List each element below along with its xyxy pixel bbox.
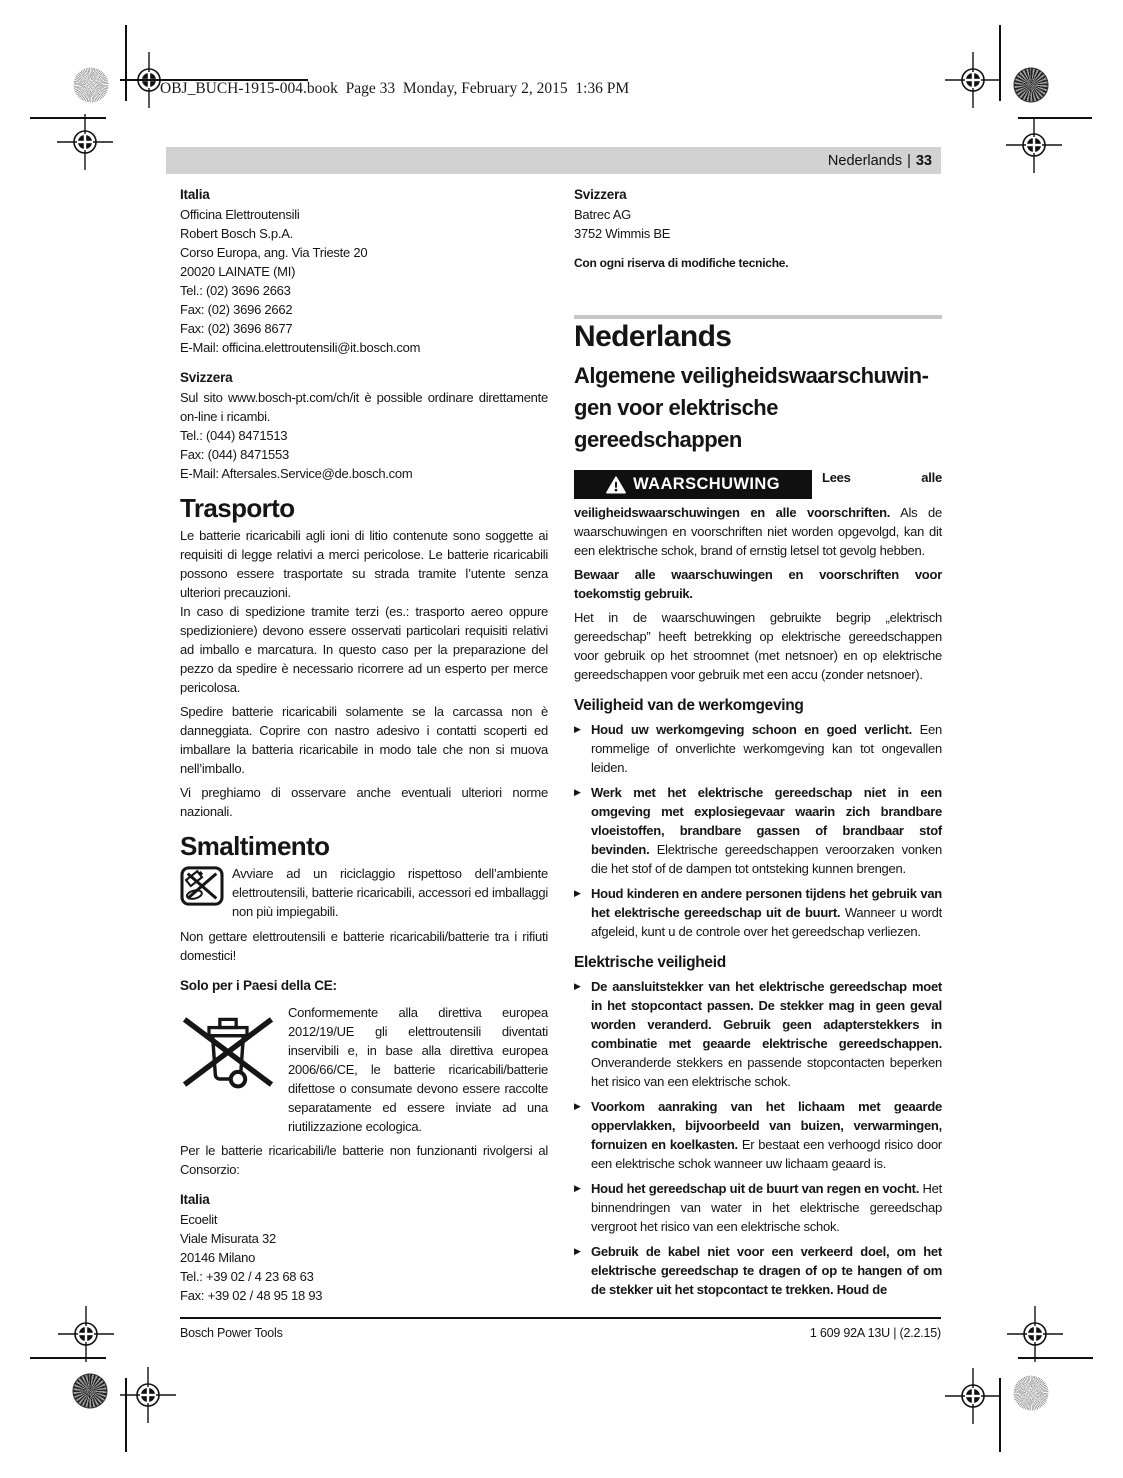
bullet-bold-text: Werk met het elektrische gereedschap niet in een omgeving met explosiegevaar waarin zich brandbare vloeistoffen, brandbare gassen of brandbaar stof bevinden.: [591, 785, 942, 857]
section-divider: [574, 315, 942, 319]
header-section-label: Nederlands: [827, 152, 903, 169]
address-line: Ecoelit: [180, 1212, 218, 1227]
svizzera-heading: Svizzera: [180, 370, 233, 385]
warning-label: WAARSCHUWING: [633, 475, 780, 493]
address-line: Batrec AG: [574, 207, 631, 222]
crop-mark-line: [125, 1378, 127, 1452]
registration-mark-icon: [945, 1368, 1001, 1424]
weee-text: Conformemente alla direttiva europea 2012/19/UE gli elettroutensili diventati inservibili e, in base alla direttiva europea 2006/66/CE, le batterie ricaricabili/batterie difettose o consumate devono essere raccolte separatamente ed essere inviate ad una riutilizzazione ecologica.: [288, 1005, 548, 1134]
svizzera-paragraph: Sul sito www.bosch-pt.com/ch/it è possible ordinare direttamente on-line i ricambi.: [180, 390, 548, 424]
color-patch-icon: [1014, 1376, 1049, 1411]
trasporto-paragraph: Spedire batterie ricaricabili solamente se la carcassa non è danneggiata. Coprire con nastro adesivo i contatti scoperti ed imballare la batteria ricaricabile in modo tale che non si muova nell’imballo.: [180, 704, 548, 776]
safety-bullet: [574, 720, 942, 777]
registration-mark-icon: [57, 114, 113, 170]
bullet-bold-text: Houd het gereedschap uit de buurt van regen en vocht.: [591, 1181, 920, 1196]
warning-banner: [574, 470, 812, 499]
smaltimento-heading: Smaltimento: [180, 831, 330, 861]
safety-bullet: [574, 1179, 942, 1236]
footer-rule: [180, 1317, 941, 1319]
svizzera-address: [180, 426, 548, 483]
technical-changes-notice: Con ogni riserva di modifiche tecniche.: [574, 256, 789, 270]
header-separator: |: [907, 152, 911, 169]
registration-mark-icon: [120, 1367, 176, 1423]
registration-mark-icon: [58, 1306, 114, 1362]
address-line: Fax: (02) 3696 2662: [180, 302, 293, 317]
address-line: Fax: (044) 8471553: [180, 447, 289, 462]
svizzera-heading-right: Svizzera: [574, 187, 627, 202]
page-number: 33: [915, 152, 932, 169]
trasporto-paragraph: Vi preghiamo di osservare anche eventuali ulteriori norme nazionali.: [180, 785, 548, 819]
trasporto-paragraph: In caso di spedizione tramite terzi (es.: trasporto aereo oppure spedizioniere) devono essere osservati particolari requisiti relativi ad imballo e marcatura. In questo caso per la preparazione del pezzo da spedire è necessario ricorrere ad un esperto per merce pericolosa.: [180, 604, 548, 695]
footer-document-code: 1 609 92A 13U | (2.2.15): [809, 1326, 941, 1340]
safety-title-line2: gen voor elektrische gereedschappen: [574, 395, 778, 452]
color-patch-icon: [73, 1374, 108, 1409]
address-line: Fax: +39 02 / 48 95 18 93: [180, 1288, 323, 1303]
safety-bullet: [574, 977, 942, 1091]
bullet-rest-text: Het binnendringen van water in het elektrische gereedschap vergroot het risico van een elektrische schok.: [591, 1181, 942, 1234]
column-right: [574, 183, 942, 1305]
bewaar-paragraph: Bewaar alle waarschuwingen en voorschriften voor toekomstig gebruik.: [574, 567, 942, 601]
page-header-bar: [166, 147, 941, 174]
safety-bullet: [574, 884, 942, 941]
footer-brand: Bosch Power Tools: [180, 1326, 283, 1340]
address-line: 20146 Milano: [180, 1250, 256, 1265]
italia-heading: Italia: [180, 187, 210, 202]
trasporto-heading: Trasporto: [180, 493, 295, 523]
address-line: Tel.: (02) 3696 2663: [180, 283, 291, 298]
consorzio-paragraph: Per le batterie ricaricabili/le batterie non funzionanti rivolgersi al Consorzio:: [180, 1143, 548, 1177]
bullet-bold-text: Houd uw werkomgeving schoon en goed verlicht.: [591, 722, 912, 737]
safety-bullet: [574, 783, 942, 878]
warning-triangle-icon: [606, 476, 626, 494]
ce-heading: Solo per i Paesi della CE:: [180, 978, 337, 993]
address-line: Tel.: +39 02 / 4 23 68 63: [180, 1269, 314, 1284]
bullet-triangle-icon: ▶: [574, 1183, 581, 1193]
address-line: Corso Europa, ang. Via Trieste 20: [180, 245, 368, 260]
address-line: E-Mail: Aftersales.Service@de.bosch.com: [180, 466, 413, 481]
crop-mark-line: [30, 1357, 106, 1359]
bullet-triangle-icon: ▶: [574, 888, 581, 898]
bullet-triangle-icon: ▶: [574, 787, 581, 797]
color-patch-icon: [74, 68, 109, 103]
batrec-address: [574, 205, 942, 243]
crop-mark-line: [999, 1378, 1001, 1452]
crop-mark-line: [30, 117, 106, 119]
warning-paragraph: [574, 468, 942, 560]
address-line: Officina Elettroutensili: [180, 207, 300, 222]
bullet-triangle-icon: ▶: [574, 724, 581, 734]
bullet-bold-text: Voorkom aanraking van het lichaam met geaarde oppervlakken, bijvoorbeeld van buizen, verwarmingen, fornuizen en koelkasten.: [591, 1099, 942, 1152]
registration-mark-icon: [1006, 117, 1062, 173]
address-line: Robert Bosch S.p.A.: [180, 226, 294, 241]
registration-mark-icon: [1007, 1306, 1063, 1362]
address-line: Fax: (02) 3696 8677: [180, 321, 293, 336]
bullet-rest-text: Er bestaat een verhoogd risico door een elektrische schok wanneer uw lichaam geaard is.: [591, 1137, 942, 1171]
trasporto-paragraph: Le batterie ricaricabili agli ioni di litio contenute sono soggette ai requisiti di legge relativi a merci pericolose. Le batterie ricaricabili possono essere trasportate su strada tramite l’utente senza ulteriori precauzioni.: [180, 528, 548, 600]
warning-rest-text: Als de waarschuwingen en voorschriften niet worden opgevolgd, kan dit een elektrische schok, brand of ernstig letsel tot gevolg hebben.: [574, 505, 942, 558]
battery-disposal-icon: [180, 866, 224, 906]
bullet-triangle-icon: ▶: [574, 1246, 581, 1256]
crop-mark-line: [125, 25, 127, 101]
italia-address: [180, 205, 548, 357]
address-line: E-Mail: officina.elettroutensili@it.bosch.com: [180, 340, 421, 355]
address-line: 20020 LAINATE (MI): [180, 264, 296, 279]
column-left: [180, 183, 548, 1305]
book-header-line: OBJ_BUCH-1915-004.book Page 33 Monday, February 2, 2015 1:36 PM: [160, 80, 630, 97]
electrical-safety-heading: Elektrische veiligheid: [574, 954, 726, 971]
bullet-triangle-icon: ▶: [574, 981, 581, 991]
language-title: Nederlands: [574, 320, 732, 353]
bullet-rest-text: Onveranderde stekkers en passende stopcontacten beperken het risico van een elektrische schok.: [591, 1055, 942, 1089]
address-line: Tel.: (044) 8471513: [180, 428, 288, 443]
bullet-bold-text: De aansluitstekker van het elektrische gereedschap moet in het stopcontact passen. De stekker mag in geen geval worden veranderd. Gebruik geen adapterstekkers in combinatie met geaarde elektrische gereedschappen.: [591, 979, 942, 1051]
bullet-rest-text: Elektrische gereedschappen veroorzaken vonken die het stof of de dampen tot ontsteking kunnen brengen.: [591, 842, 942, 876]
weee-bin-icon: [180, 1006, 276, 1098]
safety-title-line1: Algemene veiligheidswaarschuwin-: [574, 363, 929, 388]
begrip-paragraph: Het in de waarschuwingen gebruikte begrip „elektrisch gereedschap” heeft betrekking op elektrische gereedschappen voor gebruik op het stroomnet (met netsnoer) en op elektrische gereedschappen voor gebruik met een accu (zonder netsnoer).: [574, 610, 942, 682]
bullet-triangle-icon: ▶: [574, 1101, 581, 1111]
bullet-rest-text: Een rommelige of onverlichte werkomgeving kan tot ongevallen leiden.: [591, 722, 942, 775]
ecoelit-address: [180, 1210, 548, 1305]
address-line: 3752 Wimmis BE: [574, 226, 671, 241]
no-trash-paragraph: Non gettare elettroutensili e batterie ricaricabili/batterie tra i rifiuti domestici!: [180, 929, 548, 963]
work-area-heading: Veiligheid van de werkomgeving: [574, 697, 804, 714]
bullet-rest-text: Wanneer u wordt afgeleid, kunt u de controle over het gereedschap verliezen.: [591, 905, 942, 939]
warning-bold-text: Lees alle veiligheidswaarschuwingen en alle voorschriften.: [574, 470, 942, 520]
recycle-paragraph: [180, 864, 548, 921]
safety-bullet: [574, 1097, 942, 1173]
address-line: Viale Misurata 32: [180, 1231, 276, 1246]
bullet-bold-text: Houd kinderen en andere personen tijdens het gebruik van het elektrische gereedschap uit de buurt.: [591, 886, 942, 920]
registration-mark-icon: [945, 52, 1001, 108]
crop-mark-line: [1018, 117, 1092, 119]
bullet-bold-text: Gebruik de kabel niet voor een verkeerd doel, om het elektrische gereedschap te dragen of op te hangen of om de stekker uit het stopcontact te trekken. Houd de: [591, 1244, 942, 1297]
crop-mark-line: [999, 25, 1001, 101]
italia2-heading: Italia: [180, 1192, 210, 1207]
color-patch-icon: [1014, 68, 1049, 103]
weee-paragraph: [180, 1003, 548, 1136]
crop-mark-line: [1018, 1357, 1093, 1359]
safety-section-title: [574, 360, 942, 456]
recycle-text: Avviare ad un riciclaggio rispettoso dell’ambiente elettroutensili, batterie ricaricabili, accessori ed imballaggi non più impiegabili.: [232, 866, 548, 919]
safety-bullet: [574, 1242, 942, 1299]
